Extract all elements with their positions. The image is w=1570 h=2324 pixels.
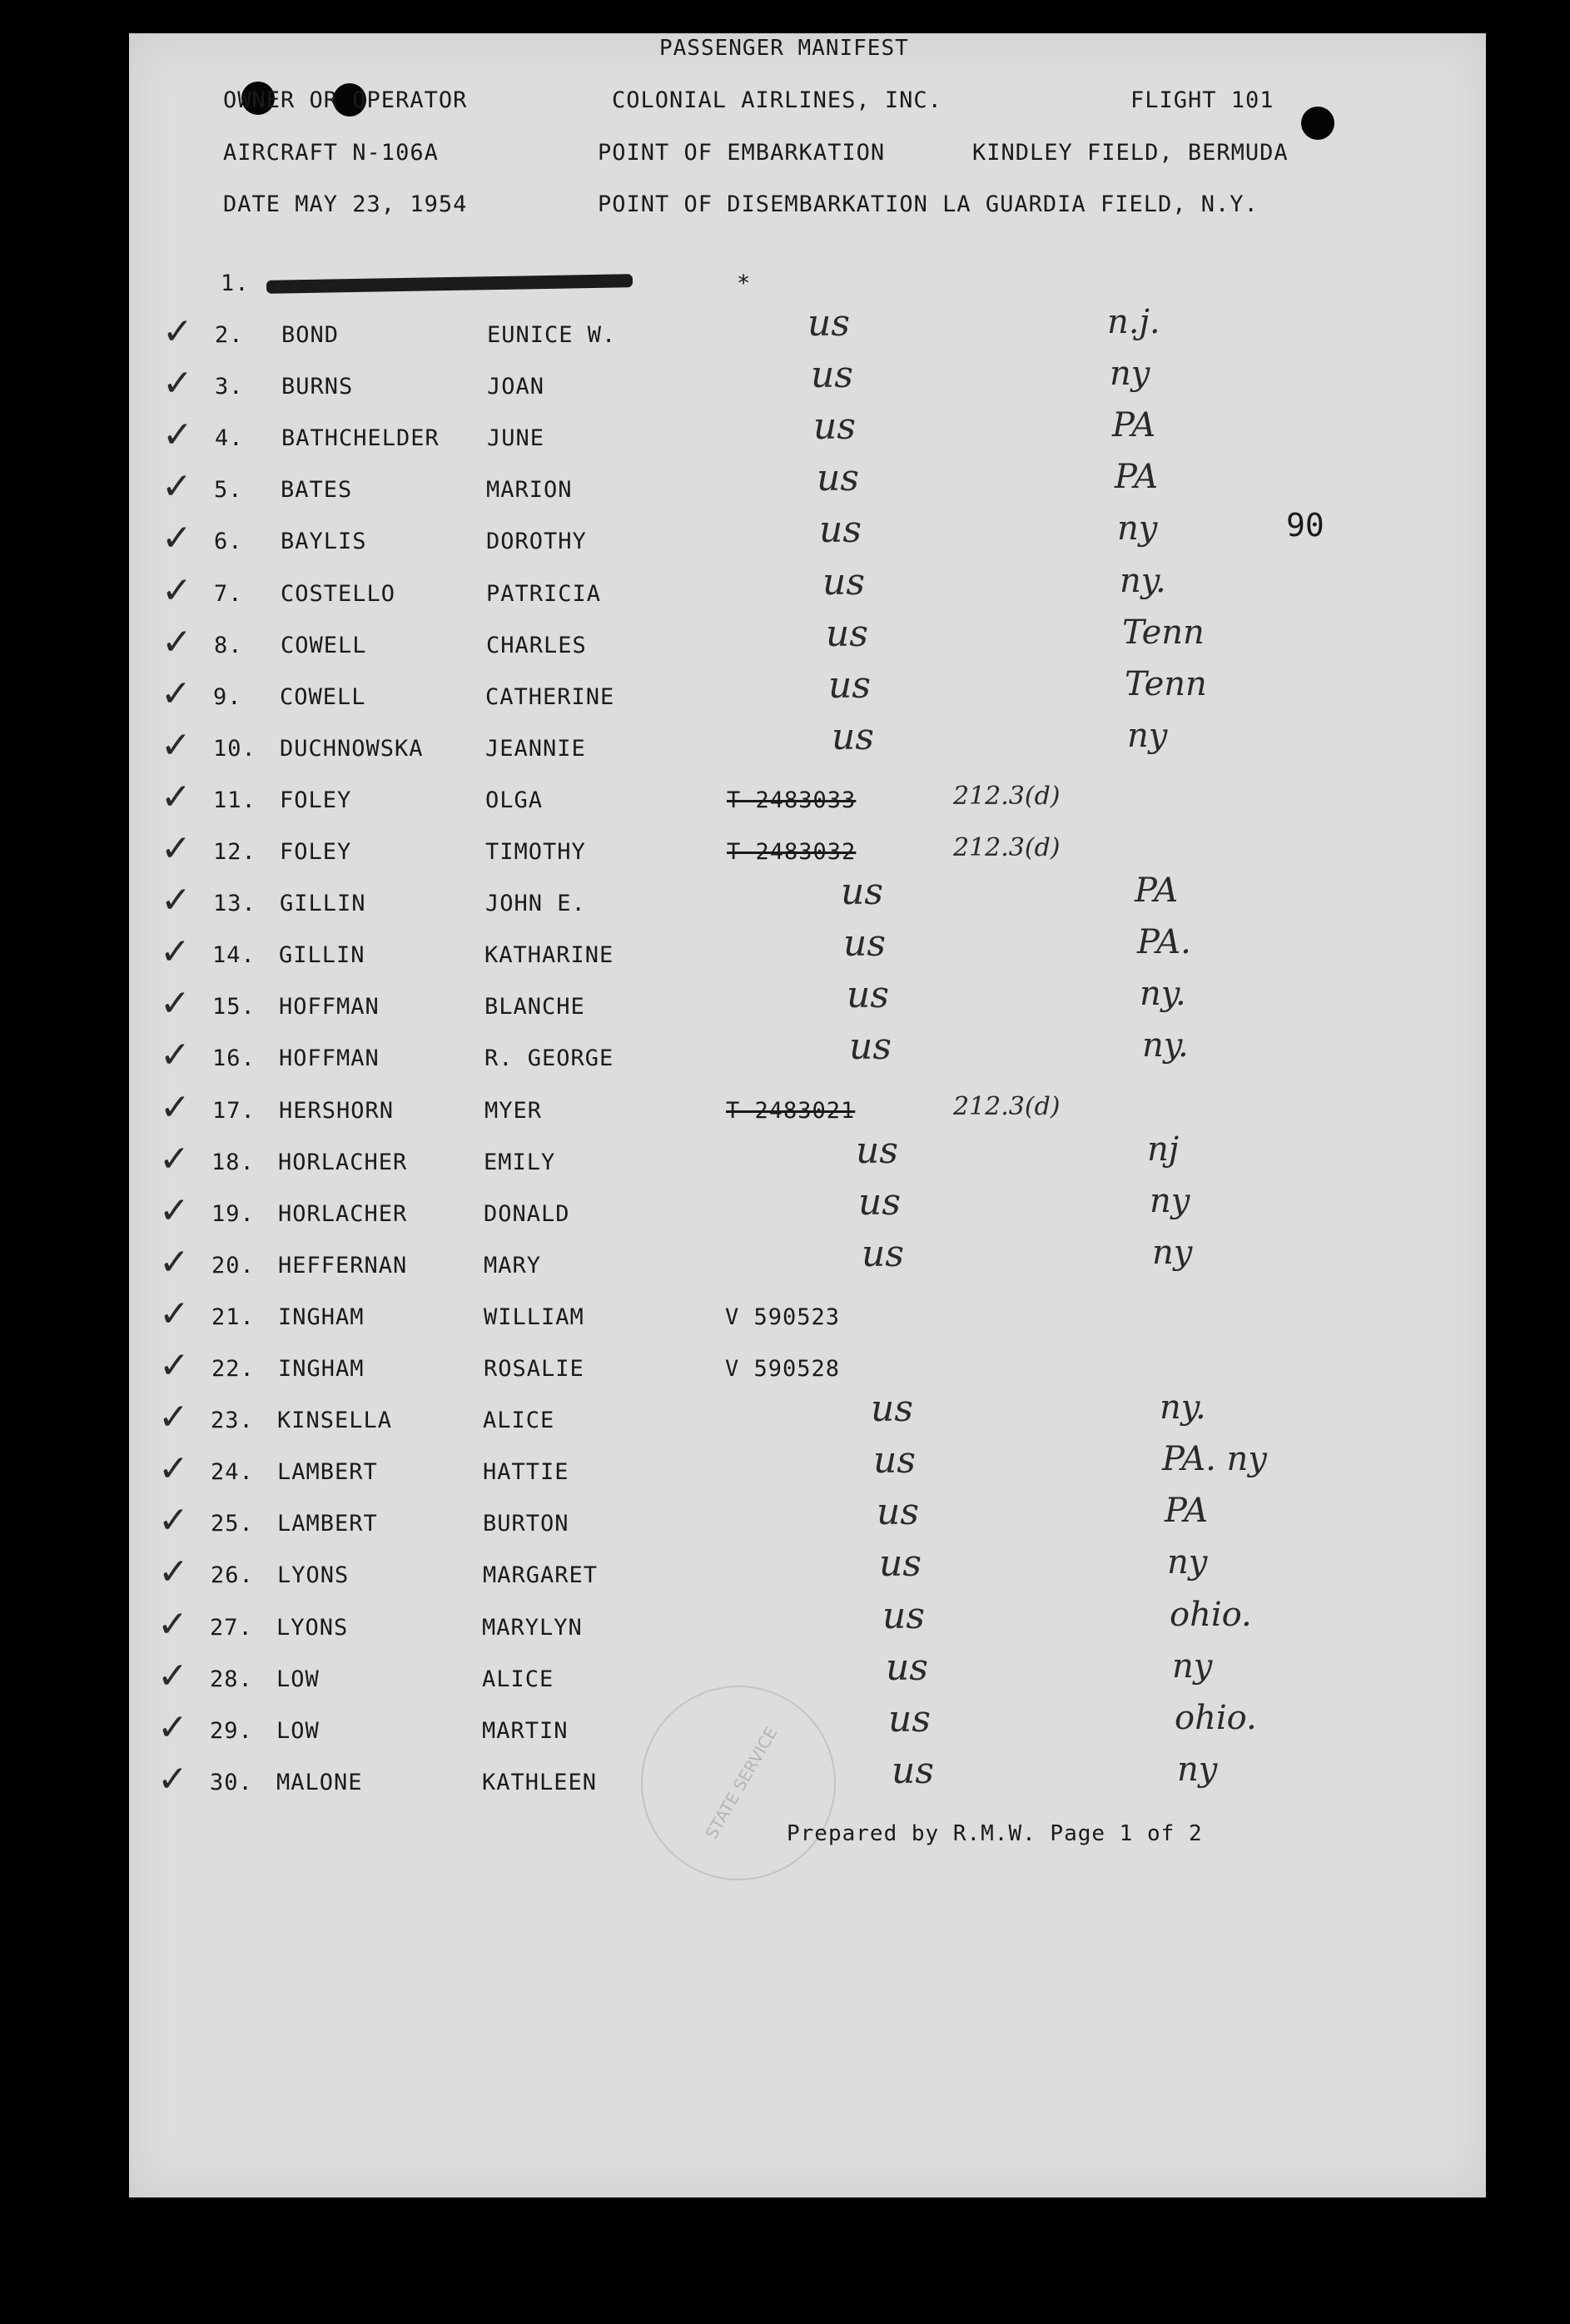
row-number: 5.	[214, 477, 243, 503]
check-mark: ✓	[161, 465, 192, 508]
punch-hole-right	[1301, 107, 1334, 140]
document-number: V 590523	[725, 1304, 841, 1330]
owner-operator-label: OWNER OR OPERATOR	[223, 87, 468, 113]
nationality-handwritten: us	[871, 1388, 913, 1430]
residence-handwritten: ny	[1177, 1750, 1218, 1789]
row-number: 3.	[215, 374, 244, 400]
passenger-first-name: HATTIE	[483, 1459, 569, 1485]
check-mark: ✓	[161, 517, 192, 559]
row-number: 29.	[210, 1718, 253, 1744]
nationality-handwritten: us	[813, 405, 856, 448]
passenger-first-name: ALICE	[483, 1408, 555, 1433]
asterisk-mark: *	[737, 271, 752, 296]
check-mark: ✓	[158, 1551, 189, 1593]
passenger-last-name: HOFFMAN	[279, 994, 380, 1020]
residence-handwritten: ohio.	[1175, 1699, 1257, 1737]
visa-code-handwritten: 212.3(d)	[953, 833, 1061, 862]
nationality-handwritten: us	[888, 1698, 931, 1741]
row-number: 6.	[214, 529, 243, 554]
residence-handwritten: nj	[1147, 1130, 1180, 1169]
row-number: 28.	[210, 1666, 253, 1692]
passenger-first-name: PATRICIA	[486, 581, 602, 607]
passenger-last-name: LOW	[276, 1666, 320, 1692]
manifest-date: DATE MAY 23, 1954	[223, 191, 468, 217]
embarkation-label: POINT OF EMBARKATION	[598, 140, 886, 166]
check-mark: ✓	[159, 1138, 190, 1180]
embarkation-place: KINDLEY FIELD, BERMUDA	[972, 140, 1289, 166]
check-mark: ✓	[159, 1189, 190, 1232]
passenger-last-name: BATHCHELDER	[281, 425, 440, 451]
check-mark: ✓	[157, 1758, 188, 1800]
passenger-first-name: JUNE	[487, 425, 545, 451]
passenger-first-name: MARION	[486, 477, 573, 503]
residence-handwritten: Tenn	[1125, 665, 1207, 703]
passenger-last-name: BATES	[281, 477, 353, 503]
residence-handwritten: ny	[1127, 717, 1168, 755]
row-number: 23.	[211, 1408, 254, 1433]
residence-handwritten: PA.	[1137, 923, 1191, 961]
document-number: T 2483032	[727, 839, 857, 865]
passenger-first-name: BLANCHE	[484, 994, 585, 1020]
row-number: 15.	[212, 994, 256, 1020]
check-mark: ✓	[159, 1344, 190, 1387]
residence-handwritten: n.j.	[1107, 303, 1160, 341]
passenger-last-name: GILLIN	[280, 891, 366, 916]
passenger-first-name: MYER	[484, 1098, 543, 1124]
check-mark: ✓	[158, 1448, 189, 1490]
passenger-first-name: ROSALIE	[484, 1356, 584, 1382]
nationality-handwritten: us	[828, 664, 871, 707]
row-number: 11.	[213, 787, 256, 813]
passenger-first-name: MARY	[484, 1253, 542, 1279]
check-mark: ✓	[159, 1293, 190, 1335]
residence-handwritten: Tenn	[1122, 613, 1205, 652]
passenger-last-name: LOW	[276, 1718, 320, 1744]
airline-name: COLONIAL AIRLINES, INC.	[612, 87, 942, 113]
nationality-handwritten: us	[819, 509, 862, 551]
check-mark: ✓	[161, 621, 192, 663]
check-mark: ✓	[161, 569, 192, 612]
nationality-handwritten: us	[841, 871, 883, 913]
document-number: V 590528	[725, 1356, 841, 1382]
passenger-last-name: MALONE	[276, 1770, 363, 1795]
passenger-first-name: CHARLES	[486, 633, 587, 658]
passenger-last-name: BURNS	[281, 374, 354, 400]
passenger-first-name: TIMOTHY	[485, 839, 586, 865]
passenger-first-name: KATHLEEN	[482, 1770, 598, 1795]
passenger-first-name: OLGA	[485, 787, 544, 813]
aircraft-number: AIRCRAFT N-106A	[223, 140, 439, 166]
check-mark: ✓	[160, 931, 191, 973]
residence-handwritten: PA	[1165, 1492, 1209, 1530]
check-mark: ✓	[162, 414, 193, 456]
check-mark: ✓	[160, 982, 191, 1025]
passenger-last-name: HORLACHER	[278, 1150, 408, 1175]
passenger-first-name: BURTON	[483, 1511, 569, 1537]
nationality-handwritten: us	[873, 1439, 916, 1482]
row-number: 10.	[213, 736, 256, 762]
passenger-last-name: LAMBERT	[277, 1511, 378, 1537]
row-number: 25.	[211, 1511, 254, 1537]
passenger-last-name: HORLACHER	[278, 1201, 408, 1227]
flight-number: FLIGHT 101	[1130, 87, 1274, 113]
passenger-first-name: JOHN E.	[485, 891, 586, 916]
residence-handwritten: ny.	[1140, 975, 1186, 1013]
residence-handwritten: PA	[1112, 406, 1156, 444]
passenger-first-name: EUNICE W.	[487, 322, 617, 348]
row-number: 27.	[210, 1615, 253, 1641]
passenger-first-name: WILLIAM	[484, 1304, 584, 1330]
row-number: 18.	[211, 1150, 255, 1175]
row-number: 7.	[214, 581, 243, 607]
prepared-by-footer: Prepared by R.M.W. Page 1 of 2	[787, 1821, 1203, 1846]
passenger-last-name: BOND	[281, 322, 340, 348]
passenger-first-name: EMILY	[484, 1150, 556, 1175]
passenger-last-name: BAYLIS	[281, 529, 367, 554]
row-number: 22.	[211, 1356, 255, 1382]
passenger-first-name: JOAN	[487, 374, 545, 400]
nationality-handwritten: us	[879, 1542, 922, 1585]
check-mark: ✓	[161, 827, 191, 870]
check-mark: ✓	[158, 1396, 189, 1438]
passenger-last-name: FOLEY	[280, 839, 352, 865]
check-mark: ✓	[160, 1034, 191, 1076]
manifest-title: PASSENGER MANIFEST	[659, 36, 909, 61]
row-number: 19.	[211, 1201, 255, 1227]
residence-handwritten: ny	[1150, 1182, 1190, 1220]
row-number: 24.	[211, 1459, 254, 1485]
nationality-handwritten: us	[858, 1181, 901, 1224]
passenger-first-name: KATHARINE	[484, 942, 614, 968]
margin-number: 90	[1286, 507, 1324, 544]
row-number: 4.	[215, 425, 244, 451]
nationality-handwritten: us	[832, 716, 874, 758]
check-mark: ✓	[158, 1499, 189, 1542]
faint-stamp-text: STATE SERVICE	[701, 1723, 782, 1843]
passenger-last-name: HOFFMAN	[279, 1045, 380, 1071]
passenger-last-name: INGHAM	[278, 1304, 365, 1330]
nationality-handwritten: us	[886, 1646, 928, 1689]
nationality-handwritten: us	[822, 561, 865, 603]
document-number: T 2483021	[726, 1098, 856, 1124]
row-number: 2.	[215, 322, 244, 348]
residence-handwritten: PA	[1115, 458, 1159, 496]
nationality-handwritten: us	[817, 457, 859, 499]
residence-handwritten: ny.	[1142, 1026, 1189, 1065]
nationality-handwritten: us	[843, 922, 886, 965]
row-number: 14.	[212, 942, 256, 968]
passenger-first-name: MARTIN	[482, 1718, 569, 1744]
visa-code-handwritten: 212.3(d)	[953, 782, 1061, 811]
nationality-handwritten: us	[856, 1130, 898, 1172]
passenger-first-name: DOROTHY	[486, 529, 587, 554]
row-number: 30.	[210, 1770, 253, 1795]
check-mark: ✓	[157, 1603, 188, 1646]
residence-handwritten: ohio.	[1170, 1596, 1252, 1634]
nationality-handwritten: us	[849, 1025, 892, 1068]
check-mark: ✓	[157, 1655, 188, 1697]
nationality-handwritten: us	[862, 1233, 904, 1275]
document-number: T 2483033	[727, 787, 857, 813]
row-number: 12.	[213, 839, 256, 865]
passenger-first-name: JEANNIE	[485, 736, 586, 762]
passenger-last-name: HERSHORN	[279, 1098, 395, 1124]
visa-code-handwritten: 212.3(d)	[953, 1092, 1061, 1121]
check-mark: ✓	[161, 724, 191, 767]
check-mark: ✓	[159, 1241, 190, 1284]
passenger-last-name: COSTELLO	[281, 581, 396, 607]
nationality-handwritten: us	[847, 974, 889, 1016]
row-number: 16.	[212, 1045, 256, 1071]
passenger-first-name: MARYLYN	[482, 1615, 583, 1641]
passenger-last-name: COWELL	[281, 633, 367, 658]
passenger-last-name: DUCHNOWSKA	[280, 736, 424, 762]
passenger-last-name: GILLIN	[279, 942, 365, 968]
passenger-first-name: MARGARET	[483, 1562, 599, 1588]
check-mark: ✓	[161, 879, 191, 921]
row-number: 26.	[211, 1562, 254, 1588]
check-mark: ✓	[161, 776, 191, 818]
nationality-handwritten: us	[811, 354, 853, 396]
residence-handwritten: ny	[1167, 1543, 1208, 1582]
passenger-last-name: LAMBERT	[277, 1459, 378, 1485]
row-number: 21.	[211, 1304, 255, 1330]
residence-handwritten: ny.	[1160, 1388, 1206, 1427]
passenger-first-name: R. GEORGE	[484, 1045, 614, 1071]
row-number: 8.	[214, 633, 243, 658]
check-mark: ✓	[160, 1086, 191, 1129]
row-number: 20.	[211, 1253, 255, 1279]
row-number: 1.	[221, 271, 250, 296]
passenger-last-name: FOLEY	[280, 787, 352, 813]
passenger-first-name: DONALD	[484, 1201, 570, 1227]
residence-handwritten: PA	[1135, 872, 1179, 910]
passenger-last-name: KINSELLA	[277, 1408, 393, 1433]
check-mark: ✓	[157, 1706, 188, 1749]
passenger-last-name: HEFFERNAN	[278, 1253, 408, 1279]
residence-handwritten: ny	[1152, 1234, 1193, 1272]
nationality-handwritten: us	[882, 1595, 925, 1637]
nationality-handwritten: us	[807, 302, 850, 345]
check-mark: ✓	[161, 673, 191, 715]
residence-handwritten: PA. ny	[1162, 1440, 1267, 1478]
residence-handwritten: ny	[1110, 355, 1150, 393]
row-number: 13.	[213, 891, 256, 916]
passenger-first-name: ALICE	[482, 1666, 554, 1692]
check-mark: ✓	[162, 310, 193, 353]
passenger-last-name: LYONS	[276, 1615, 349, 1641]
nationality-handwritten: us	[877, 1491, 919, 1533]
residence-handwritten: ny	[1172, 1647, 1213, 1686]
passenger-last-name: INGHAM	[278, 1356, 365, 1382]
residence-handwritten: ny	[1117, 509, 1158, 548]
nationality-handwritten: us	[892, 1750, 934, 1792]
nationality-handwritten: us	[826, 613, 868, 655]
residence-handwritten: ny.	[1120, 562, 1166, 600]
passenger-last-name: LYONS	[277, 1562, 350, 1588]
passenger-last-name: COWELL	[280, 684, 366, 710]
row-number: 17.	[212, 1098, 256, 1124]
row-number: 9.	[213, 684, 242, 710]
disembarkation-point: POINT OF DISEMBARKATION LA GUARDIA FIELD, N.Y.	[598, 191, 1259, 217]
check-mark: ✓	[162, 362, 193, 405]
passenger-first-name: CATHERINE	[485, 684, 615, 710]
